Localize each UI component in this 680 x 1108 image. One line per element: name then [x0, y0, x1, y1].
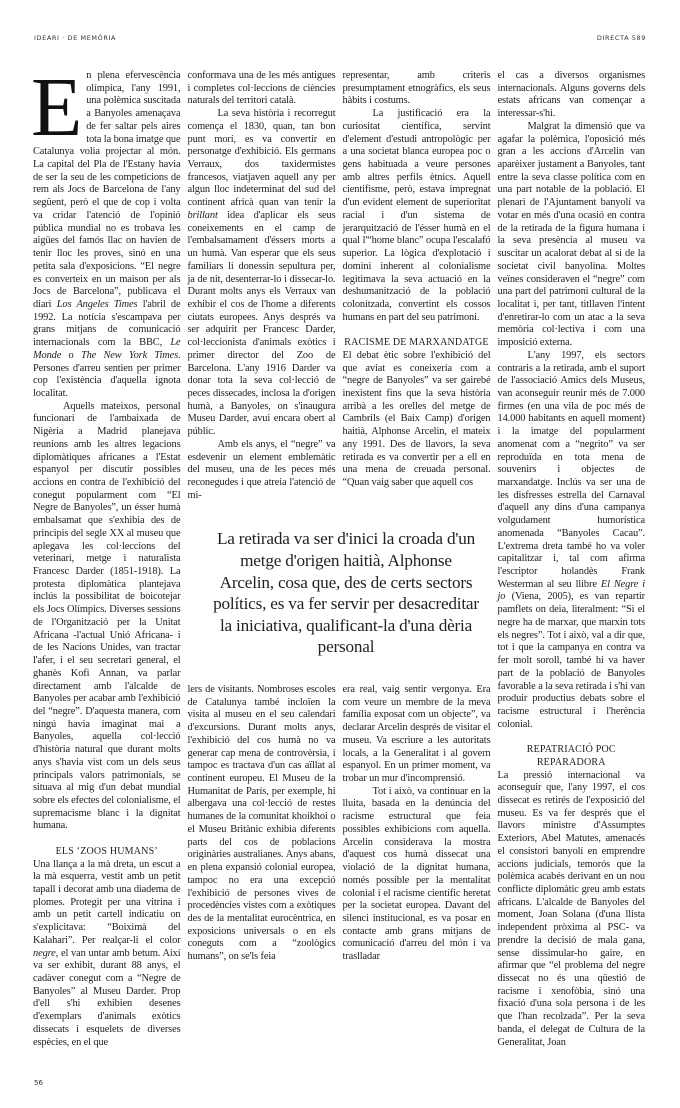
text-run: o [61, 349, 81, 361]
section-heading [33, 846, 181, 859]
text-run: el cas a diversos organismes internacionals. Alguns governs dels estats africans van començar a interessar-s'hi. [497, 70, 645, 120]
text-run: La justificació era la curiositat científica, servint d'element d'estudi antropològic per a una societat blanca europea poc o gens habituada a veure persones amb altres perfils ètnics. Aquell cientifisme, però, estava impregnat d'un evident element de superioritat racial i d'un sistema de jerarquització de l'ésser humà en el qual l'“home blanc” ocupa l'escalafó superior. La lògica d'explotació i domini inherent al colonialisme legitimava la seva actuació en la deshumanització de la població colonitzada, convertint els cossos humans en part del seu patrimoni. [342, 108, 491, 323]
text-run: lers de visitants. Nombroses escoles de Catalunya també incloïen la visita al museu en el seu calendari d'excursions. Durant molts anys, l'exhibició del cos humà no va generar cap mena de controvèrsia, i tampoc es tractava d'un cas aïllat al continent europeu. El Museu de la Humanitat de París, per exemple, hi albergava una col·lecció de restes humanes de la comunitat khoikhoi o el Museu Britànic exhibia diferents parts del cos de poblacions originàries australianes. Anys abans, en plena expansió colonial europea, tampoc no era una excepció l'exhibició de persones vives de procedències vistes com a exòtiques des de la mentalitat eurocèntrica, en exposicions universals o en els coneguts com a “zoològics humans”, on se'ls feia [187, 684, 336, 963]
article-column-2-top [188, 70, 336, 502]
italic-text: El Negre i jo [497, 578, 645, 603]
article-column-3-top [343, 70, 491, 502]
text-run: Aquells mateixos, personal funcionari de l'ambaixada de Nigèria a Madrid planejava reunions amb les altres legacions diplomàtiques africanes a l'Estat espanyol per discutir possibles accions en contra de l'exhibició del conegut popularment com “El Negre de Banyoles”, un ésser humà embalsamat que s'exhibia des de principis del segle XX al museu que aplegava les col·leccions del veterinari, metge i naturalista Francesc Darder (1851-1918). La protesta diplomàtica plantejava inclús la possibilitat de boicotejar els Jocs Olímpics. Diverses sessions de l'Organització per la Unitat Africana -l'actual Unió Africana- i de les Nacions Unides, van tractar l'afer, i el seu secretari general, el ghanès Kofi Annan, va parlar directament amb l'alcalde de Banyoles per acabar amb l'exhibició del “negre”. D'aquesta manera, com ningú havia imaginat mai a Banyoles, aquella col·lecció d'història natural que durant molts anys s'havia vist com un dels seus principals valors patrimonials, se situava al mig d'un debat mundial sobre els efectes del colonialisme, el supremacisme blanc i la dignitat humana. [33, 400, 181, 832]
italic-text: Le Monde [33, 337, 181, 361]
text-run: Amb els anys, el “negre” va esdevenir un element emblemàtic del museu, una de les peces més reconegudes i que atreia l'atenció de mi- [187, 438, 336, 501]
text-run: era real, vaig sentir vergonya. Era com veure un membre de la meva família exposat com un objecte”, va declarar Arcelin després de visitar el museu. Va escriure a les autoritats locals, a la Generalitat i al govern espanyol. En un primer moment, va trobar un mur d'incomprensió. [342, 684, 491, 785]
paragraph [343, 70, 491, 108]
paragraph [188, 70, 336, 108]
text-run: RACISME DE MARXANDATGE [344, 337, 489, 349]
italic-text: Los Angeles Times [56, 298, 138, 310]
section-heading [498, 744, 646, 769]
publication-label: DIRECTA 589 [596, 34, 646, 42]
text-run: La pressió internacional va aconseguir que, l'any 1997, el cos dissecat es retirés de l'exposició del museu. Es va fer després que el llavors ministre d'Assumptes Exteriors, Abel Matutes, amenacés el consistori banyolí en emprendre accions judicials, temorós que la polèmica acabés derivant en un nou conflicte diplomàtic greu amb estats africans. L'alcalde de Banyoles del moment, Joan Solana (d'una llista independent pròxima al PSC- va prendre la decisió de mala gana, sense dissimular-ho gaire, en afirmar que “el problema del negre dissecat no és una qüestió de racisme i xenofòbia, sinó una fixació d'una sola persona i de les que l'han recolzada”. Per la seva banda, el delegat de Cultura de la Generalitat, Joan [497, 769, 645, 1048]
text-run: L'any 1997, els sectors contraris a la retirada, amb el suport de l'associació Amics dels Museus, van aconseguir reunir més de 7.000 firmes (en una vila de poc més de 14.000 habitants en aquell moment) i la imatge del popularment anomenat com a “negrito” va ser reproduïda en tota mena de souvenirs i objectes de marxandatge. Inclús va ser una de les disfresses estrella del Carnaval d'aquell any dins d'una campanya volgudament humorística anomenada “Banyoles Cacau”. L'extrema dreta també ho va voler capitalitzar i, tal com afirma l'escriptor holandès Frank Westerman al seu llibre [497, 349, 645, 590]
pull-quote: La retirada va ser d'inici la croada d'un metge d'origen haitià, Alphonse Arcelin, cosa que, des de certs sectors polítics, es va fer servir per desacreditar la iniciativa, qualificant-la d'una dèria personal [213, 529, 479, 657]
text-run: representar, amb criteris presumptament etnogràfics, els seus hàbits i costums. [342, 70, 491, 107]
italic-text: negre [33, 947, 56, 959]
drop-cap: E [31, 61, 83, 154]
text-run: . Persones d'arreu sentien per primer cop l'existència d'aquella ignota localitat. [33, 349, 181, 399]
article-body [0, 61, 680, 1049]
text-run: l'abril de 1992. La notícia s'escampava per grans mitjans de comunicació internacionals com la BBC, [33, 298, 181, 349]
paragraph [343, 684, 491, 786]
paragraph [343, 350, 491, 490]
paragraph [188, 439, 336, 503]
text-run: , el van untar amb betum. Així va ser exhibit, durant 88 anys, el cadàver conegut com a “Negre de Banyoles” al Museu Darder. Prop d'ell s'hi exhibien desenes d'exemplars d'animals exòtics dissecats i esquelets de diverses espècies, en el que [33, 947, 181, 1048]
text-run: (Viena, 2005), es van repartir pamflets on deia, literalment: “Si el negre ha de marxar, que marxin tots els negres”. Tot i això, val a dir que, tot i que la campanya en contra va fer molt soroll, també hi va haver part de la població de Banyoles favorable a la seva retirada i s'hi van produir productius debats sobre el racisme estructural i l'herència colonial. [497, 591, 645, 730]
article-column-1 [31, 61, 181, 1049]
italic-text: The New York Times [80, 349, 179, 361]
text-run: conformava una de les més antigues i completes col·leccions de ciències naturals del territori català. [187, 70, 336, 107]
text-run: n plena efervescència olímpica, l'any 1991, una polèmica suscitada a Banyoles amenaçava de fer saltar pels aires tota la bona imatge que Catalunya volia projectar al món. La capital del Pla de l'Estany havia de ser la seu de les competicions de rem als Jocs de Barcelona de l'any següent, però el que de cop i volta va cridar l'atenció de l'opinió pública mundial no es trobava les aigües del famós llac on havien de tenir lloc les proves, sinó en una petita sala d'exposicions. “El negre es converteix en un maison per als Jocs de Barcelona”, publicava el diari [33, 70, 181, 310]
article-column-2-bottom [188, 684, 336, 964]
text-run: El debat ètic sobre l'exhibició del que aviat es coneixeria com a “negre de Banyoles” va ser gairebé inexistent fins que la seva història arribà a les orelles del metge de Cambrils (el Baix Camp) d'origen haitià, Alphonse Arcelin, el mateix any 1991. Des de llavors, la seva retirada es va convertir per a ell en una mena de creuada personal. “Quan vaig saber que aquell cos [342, 349, 491, 488]
text-run: ELS ‘ZOOS HUMANS’ [55, 845, 158, 857]
text-run: REPATRIACIÓ POC REPARADORA [526, 744, 616, 768]
paragraph [498, 70, 646, 121]
paragraph [343, 108, 491, 324]
paragraph [498, 350, 646, 732]
text-run: La seva història i recorregut comença el 1830, quan, tan bon punt morí, es va convertir en personatge d'exhibició. Els germans Verraux, dos taxidermistes francesos, viatjaven aquell any per algun lloc indeterminat del sud del continent africà quan van tenir la [187, 108, 336, 209]
paragraph [498, 770, 646, 1050]
italic-text: brillant [187, 209, 218, 221]
paragraph [31, 61, 181, 401]
text-run: Tot i això, va continuar en la lluita, basada en la denúncia del racisme estructural que feia possibles exhibicions com aquella. Arcelin considerava la mostra d'aquest cos humà dissecat una violació de la dignitat humana, només possible per la mentalitat colonial i el racisme científic heretat per la societat europea. Davant del silenci institucional, es va posar en contacte amb grans mitjans de comunicació d'arreu del món i va traslladar [342, 785, 491, 963]
text-run: Malgrat la dimensió que va agafar la polèmica, l'oposició més gran a les accions d'Arcelin van aparèixer justament a Banyoles, tant entre la seva classe política com en una part notable de la població. El plenari de l'Ajuntament banyolí va votar en més d'una ocasió en contra de la retirada de la figura humana i la seva presència al museu va suscitar un acalorat debat al si de la societat civil banyolina. Moltes veïnes consideraven el “negre” com una part del patrimoni cultural de la localitat i, per tant, titllaven l'intent d'enretirar-lo com un atac a la seva memòria col·lectiva i com una imposició externa. [497, 120, 645, 349]
section-label: IDEARI · DE MEMÒRIA [34, 34, 117, 42]
page-number: 56 [34, 1079, 43, 1088]
article-column-3-bottom [343, 684, 491, 964]
paragraph [188, 684, 336, 964]
text-run: Una llança a la mà dreta, un escut a la mà esquerra, vestit amb un petit tapall i decorat amb una diadema de plomes. Protegit per una vitrina i amb un petit cartell indicatiu on s'explicitava: “Boiximà del Kalahari”. Per realçar-li el color [33, 858, 181, 946]
middle-columns [188, 70, 491, 964]
paragraph [343, 786, 491, 964]
section-heading [343, 337, 491, 350]
paragraph [498, 121, 646, 350]
page-header [0, 0, 680, 70]
paragraph [188, 108, 336, 439]
article-column-4 [498, 70, 646, 1049]
paragraph [33, 859, 181, 1050]
paragraph [33, 401, 181, 833]
text-run: idea d'aplicar els seus coneixements en el camp de l'embalsamament d'éssers morts a un humà. Van esperar que els seus familiars li donessin sepultura per, ja de nit, desenterrar-lo i dissecar-lo. Durant molts anys els Verraux van exhibir el cos de l'home a diferents ciutats europees. Anys després va ser adquirit per Francesc Darder, col·leccionista d'animals exòtics i primer director del Zoo de Barcelona. L'any 1916 Darder va donar tota la seva col·lecció de peces dissecades, inclosa la d'origen humà, a Banyoles, on s'inaugura Museu Darder, avui encara obert al públic. [187, 209, 336, 438]
